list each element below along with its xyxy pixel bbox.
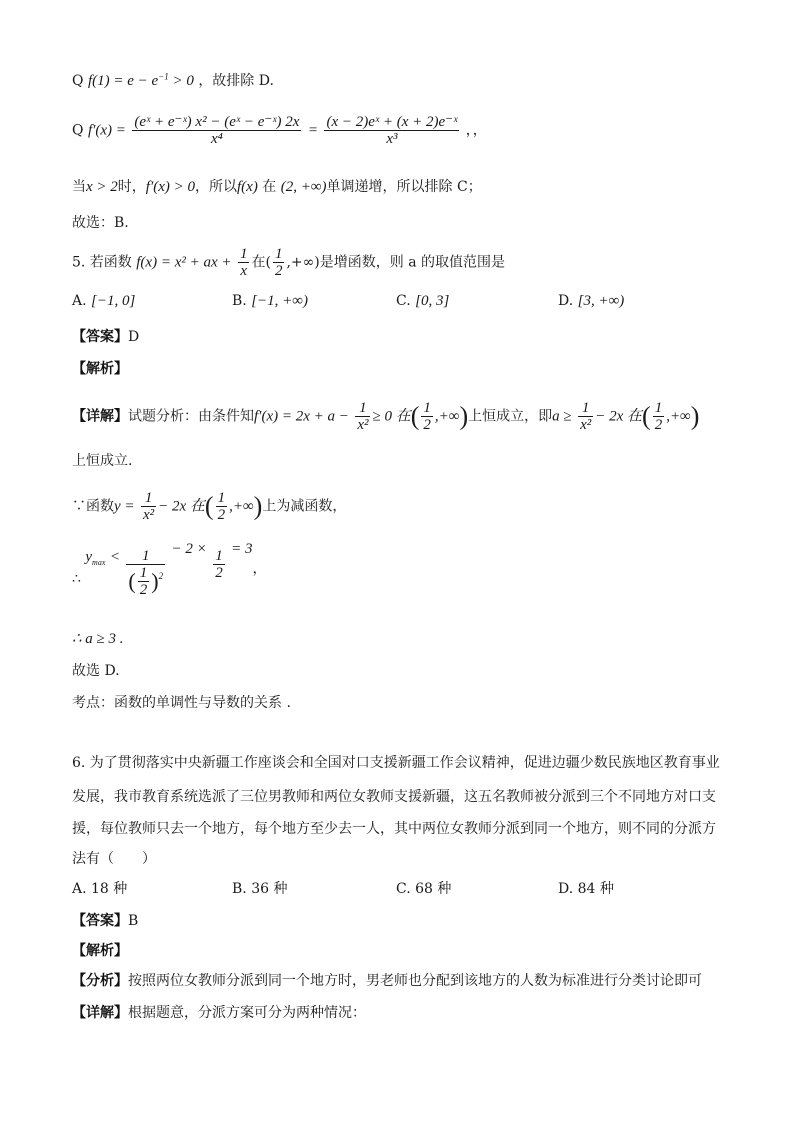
inner-frac [138, 565, 150, 598]
fraction-denominator: x² [142, 507, 155, 523]
analysis-tag: 【解析】 [72, 361, 128, 377]
analysis-tag: 【解析】 [72, 943, 128, 959]
therefore-symbol: Q [72, 122, 84, 139]
detail-derivative: f′(x) = 2x + a − [254, 408, 349, 425]
fraction-denominator: x² [580, 417, 592, 433]
q6-option-b[interactable] [232, 880, 287, 898]
q5-option-b[interactable] [232, 292, 308, 310]
therefore-sign: ∴ [72, 571, 81, 587]
detail-frac-3 [578, 400, 593, 433]
l3-tail: 上为减函数， [262, 498, 347, 515]
q5-function: f(x) = x² + ax + [136, 254, 232, 271]
option-value: 36 种 [251, 881, 288, 897]
option-value: 18 种 [91, 881, 128, 897]
fraction-numerator: 1 [139, 565, 148, 581]
detail-inf-2: ,+∞ [666, 408, 691, 425]
derivative-fraction-1 [132, 114, 301, 147]
line-monotonic [72, 178, 482, 196]
q5-detail-line-6: 故选 D. [72, 663, 120, 679]
paren-left: ( [410, 401, 420, 431]
l3-inf: ,+∞ [229, 498, 254, 515]
l3-frac-2 [216, 490, 228, 523]
question-5-stem [72, 246, 505, 279]
fraction-denominator: 2 [654, 417, 663, 433]
therefore-symbol: Q [72, 73, 84, 89]
option-label: B. [232, 881, 247, 897]
because-text: ∵函数 [72, 498, 114, 515]
q5-detail-line-5 [72, 630, 124, 648]
line-f1-check [72, 72, 274, 90]
q5-detail-line-4 [72, 541, 267, 598]
option-label: C. [396, 293, 411, 309]
l4-big-frac [126, 548, 165, 598]
fraction-numerator: 1 [215, 548, 223, 564]
answer-tag: 【答案】 [72, 913, 128, 929]
fraction-numerator: 1 [126, 548, 165, 565]
paren-right: ) [459, 401, 469, 431]
option-label: D. [558, 881, 574, 897]
fraction-denominator: 2 [215, 565, 223, 581]
l4-frac-2 [213, 548, 225, 581]
option-value: [3, +∞) [577, 293, 625, 309]
option-value: 84 种 [577, 881, 614, 897]
q6-option-c[interactable] [396, 880, 451, 898]
text-exclude-c: 单调递增，所以排除 C； [326, 179, 482, 195]
q5-option-d[interactable] [558, 292, 624, 310]
text-zai: 在 [257, 179, 281, 195]
q6-option-d[interactable] [558, 880, 614, 898]
fraction-numerator: (x − 2)eˣ + (x + 2)e⁻ˣ [326, 114, 458, 130]
derivative-positive: f′(x) > 0 [145, 179, 195, 195]
q6-analysis-tag [72, 942, 128, 960]
detail-tag: 【详解】 [72, 408, 128, 425]
fraction-denominator: x⁴ [210, 131, 223, 147]
f1-exponent: −1 [158, 71, 169, 82]
derivative-fraction-2 [324, 114, 459, 147]
option-label: B. [232, 293, 247, 309]
q6-analysis [72, 972, 702, 990]
fraction-numerator: 1 [274, 246, 283, 262]
fraction-denominator: x [240, 263, 248, 279]
fraction-denominator: 2 [217, 507, 226, 523]
fraction-denominator: x³ [386, 131, 398, 147]
fraction-denominator: x² [357, 417, 369, 433]
detail-text-2: 上恒成立，即 [468, 408, 553, 425]
detail-frac-4 [653, 400, 665, 433]
paren-left: ( [128, 568, 136, 594]
f1-expression: f(1) = e − e [87, 73, 159, 89]
derivative-tail: ，， [465, 122, 487, 139]
option-label: C. [396, 881, 411, 897]
option-value: 68 种 [415, 881, 452, 897]
fraction-denominator: 2 [274, 263, 283, 279]
fraction-numerator: (eˣ + e⁻ˣ) x² − (eˣ − e⁻ˣ) 2x [134, 114, 300, 130]
y-max-sub: max [92, 557, 106, 567]
paren-left: ( [642, 401, 651, 431]
analysis-label: 【分析】 [72, 973, 128, 989]
interval: (2, +∞) [280, 179, 327, 195]
fraction-numerator: 1 [423, 400, 431, 416]
option-value: [−1, +∞) [251, 293, 308, 309]
text-shi: 时， [117, 179, 146, 195]
l4-result: = 3 [231, 541, 253, 557]
answer-value: D [128, 329, 140, 345]
y-equals: y = [114, 498, 135, 515]
l3-frac-1 [141, 490, 156, 523]
option-value: [−1, 0] [91, 293, 136, 309]
q5-fraction-half [273, 246, 285, 279]
q5-option-a[interactable] [72, 292, 135, 310]
q5-knowledge-point: 考点：函数的单调性与导数的关系 . [72, 695, 291, 711]
option-label: D. [558, 293, 574, 309]
q5-detail-line-3 [72, 490, 346, 523]
less-than: < [109, 549, 120, 565]
text-when: 当 [72, 179, 86, 195]
detail-tag: 【详解】 [72, 1005, 128, 1021]
fraction-numerator: 1 [141, 490, 156, 507]
a-ge-3: ∴ a ≥ 3 . [72, 631, 124, 647]
y-symbol: y [85, 549, 93, 565]
analysis-text: 按照两位女教师分派到同一个地方时，男老师也分配到该地方的人数为标准进行分类讨论即可 [128, 973, 702, 989]
q5-analysis-tag [72, 360, 128, 378]
q5-detail-line-1 [72, 400, 699, 433]
detail-frac-1 [355, 400, 370, 433]
answer-value: B [128, 913, 139, 929]
l4-mid: − 2 × [171, 541, 207, 557]
text-suoyi: ，所以 [195, 179, 237, 195]
paren-right: ) [253, 491, 263, 521]
q6-stem-line-1: 6. 为了贯彻落实中央新疆工作座谈会和全国对口支援新疆工作会议精神，促进边疆少数民族地区教育事业 [72, 755, 720, 771]
condition-x: x > 2 [86, 179, 118, 195]
detail-ineq: ≥ 0 在 [372, 408, 411, 425]
q6-answer [72, 912, 138, 930]
detail-text: 试题分析：由条件知 [128, 408, 254, 425]
q6-stem-line-4: 法有（ ） [72, 851, 156, 867]
fx-symbol: f(x) [237, 179, 258, 195]
q5-number: 5. 若函数 [72, 254, 132, 271]
line-derivative [72, 114, 487, 147]
f1-inequality: > 0 [168, 73, 194, 89]
q5-detail-line-2: 上恒成立. [72, 453, 133, 469]
fraction-numerator: 1 [217, 490, 226, 506]
fraction-numerator: 1 [654, 400, 663, 416]
option-value: [0, 3] [415, 293, 450, 309]
paren-right: ) [690, 401, 700, 431]
paren-left: ( [204, 491, 214, 521]
paren-right: ) [151, 568, 159, 594]
fraction-denominator: 2 [139, 582, 148, 598]
detail-frac-2 [421, 400, 433, 433]
q5-tail: ,+∞)是增函数，则 a 的取值范围是 [286, 254, 505, 271]
detail-text: 根据题意，分派方案可分为两种情况： [128, 1005, 366, 1021]
f1-conclusion: ，故排除 D. [198, 73, 274, 89]
line-answer-b: 故选：B. [72, 215, 129, 231]
q5-answer [72, 328, 139, 346]
q5-mid: 在( [251, 254, 271, 271]
derivative-lhs: f′(x) = [87, 122, 126, 139]
detail-inf: ,+∞ [434, 408, 460, 425]
detail-a-ge: a ≥ [552, 408, 572, 425]
equals-sign: = [307, 122, 318, 139]
fraction-numerator: 1 [578, 400, 593, 417]
fraction-numerator: 1 [355, 400, 370, 417]
answer-tag: 【答案】 [72, 329, 128, 345]
option-label: A. [72, 293, 87, 309]
option-label: A. [72, 881, 87, 897]
exponent: 2 [158, 570, 164, 581]
detail-text-3: − 2x 在 [595, 408, 643, 425]
q6-stem-line-2: 发展，我市教育系统选派了三位男教师和两位女教师支援新疆，这五名教师被分派到三个不同地方对口支 [72, 789, 716, 805]
l4-tail: ， [252, 561, 267, 577]
q6-stem-line-3: 援，每位教师只去一个地方，每个地方至少去一人，其中两位女教师分派到同一个地方，则不同的分派方 [72, 821, 716, 837]
q5-option-c[interactable] [396, 292, 449, 310]
fraction-denominator: 2 [423, 417, 431, 433]
q5-fraction-1-over-x [238, 246, 250, 279]
fraction-denominator [126, 565, 165, 598]
q6-option-a[interactable] [72, 880, 127, 898]
q6-detail [72, 1004, 366, 1022]
l3-text: − 2x 在 [158, 498, 205, 515]
fraction-numerator: 1 [239, 246, 248, 262]
